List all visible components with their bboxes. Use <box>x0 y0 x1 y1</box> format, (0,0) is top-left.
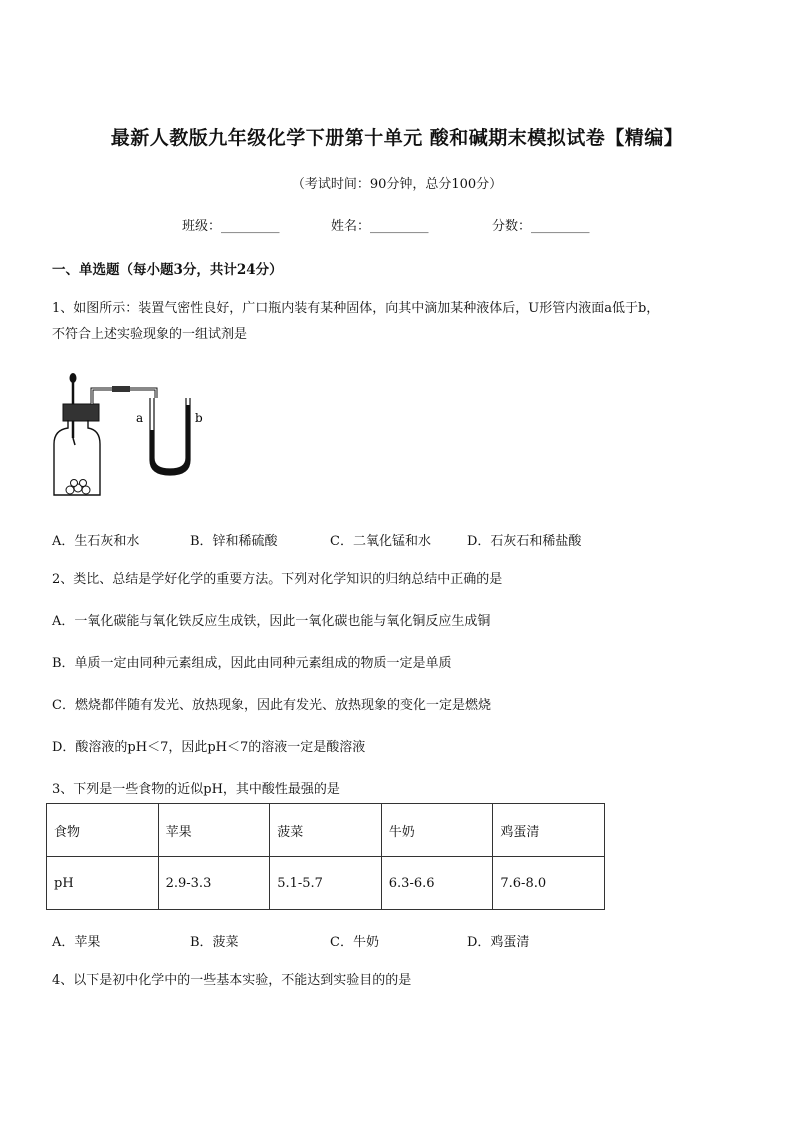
section-heading: 一、单选题（每小题3分，共计24分） <box>52 262 283 278</box>
u-tube-apparatus-diagram <box>50 370 230 500</box>
table-cell: 菠菜 <box>270 804 382 857</box>
table-cell: 7.6-8.0 <box>493 857 605 910</box>
table-row <box>47 804 605 857</box>
q3-option-d: D．鸡蛋清 <box>467 935 530 950</box>
table-cell: 鸡蛋清 <box>493 804 605 857</box>
class-field-label: 班级：_________ <box>182 219 280 234</box>
question-4-stem: 4、以下是初中化学中的一些基本实验，不能达到实验目的的是 <box>52 973 412 988</box>
u-tube-liquid <box>150 405 190 475</box>
q1-option-c: C．二氧化锰和水 <box>330 534 431 549</box>
exam-subtitle: （考试时间：90分钟，总分100分） <box>291 177 503 192</box>
ph-table <box>46 803 605 910</box>
solid-lumps <box>66 480 90 495</box>
exam-title: 最新人教版九年级化学下册第十单元 酸和碱期末模拟试卷【精编】 <box>110 127 684 149</box>
rubber-connector <box>112 386 130 392</box>
table-cell: 2.9-3.3 <box>158 857 270 910</box>
question-2-stem: 2、类比、总结是学好化学的重要方法。下列对化学知识的归纳总结中正确的是 <box>52 572 503 587</box>
question-1-line-1: 1、如图所示：装置气密性良好，广口瓶内装有某种固体，向其中滴加某种液体后，U形管内液面a低于b， <box>52 301 660 316</box>
table-cell: 5.1-5.7 <box>270 857 382 910</box>
table-row <box>47 857 605 910</box>
table-cell: 牛奶 <box>381 804 493 857</box>
q2-option-d: D．酸溶液的pH＜7，因此pH＜7的溶液一定是酸溶液 <box>52 740 366 755</box>
question-3-stem: 3、下列是一些食物的近似pH，其中酸性最强的是 <box>52 782 340 797</box>
q1-option-a: A．生石灰和水 <box>52 534 140 549</box>
q2-option-b: B．单质一定由同种元素组成，因此由同种元素组成的物质一定是单质 <box>52 656 452 671</box>
label-a: a <box>136 411 144 425</box>
q3-option-b: B．菠菜 <box>190 935 239 950</box>
table-cell: 食物 <box>47 804 159 857</box>
q1-option-b: B．锌和稀硫酸 <box>190 534 278 549</box>
table-cell: 6.3-6.6 <box>381 857 493 910</box>
label-b: b <box>195 411 203 425</box>
name-field-label: 姓名：_________ <box>331 219 429 234</box>
rubber-stopper <box>63 404 99 421</box>
q1-option-d: D．石灰石和稀盐酸 <box>467 534 582 549</box>
question-1-line-2: 不符合上述实验现象的一组试剂是 <box>52 327 248 342</box>
q3-option-c: C．牛奶 <box>330 935 379 950</box>
table-cell: pH <box>47 857 159 910</box>
q2-option-c: C．燃烧都伴随有发光、放热现象，因此有发光、放热现象的变化一定是燃烧 <box>52 698 491 713</box>
score-field-label: 分数：_________ <box>492 219 590 234</box>
q3-option-a: A．苹果 <box>52 935 101 950</box>
table-cell: 苹果 <box>158 804 270 857</box>
q2-option-a: A．一氧化碳能与氧化铁反应生成铁，因此一氧化碳也能与氧化铜反应生成铜 <box>52 614 491 629</box>
